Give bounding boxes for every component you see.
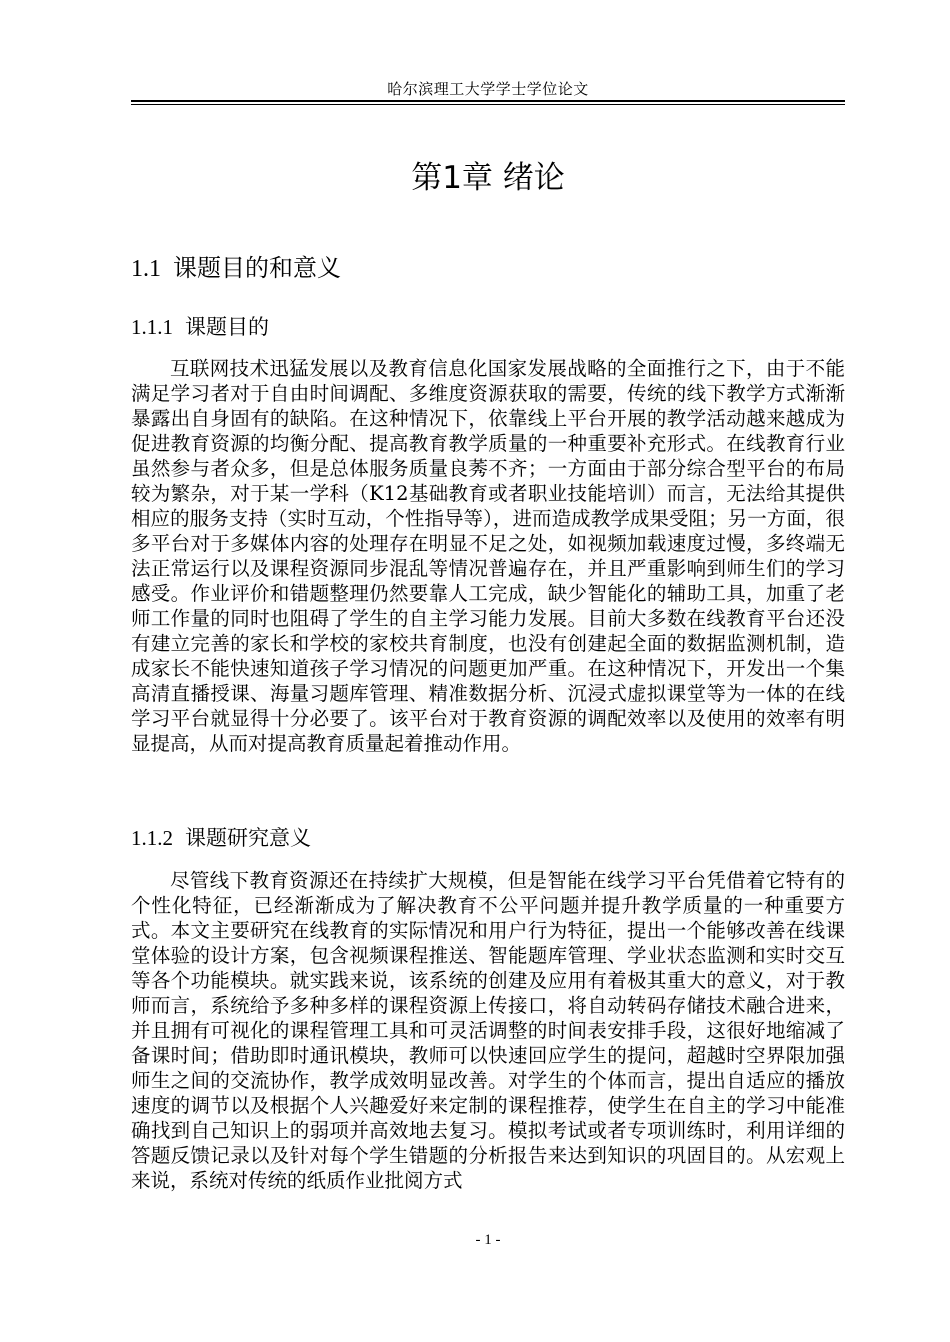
section-number: 1.1.2 <box>131 826 173 850</box>
section-title: 课题研究意义 <box>185 826 311 850</box>
section-number: 1.1.1 <box>131 315 173 339</box>
chapter-title: 第1章 绪论 <box>411 160 565 196</box>
header-rule <box>131 100 845 105</box>
body-paragraph-2: 尽管线下教育资源还在持续扩大规模，但是智能在线学习平台凭借着它特有的个性化特征，已经渐渐成为了解决教育不公平问题并提升教学质量的一种重要方式。本文主要研究在线教育的实际情况和用户行为特征，提出一个能够改善在线课堂体验的设计方案，包含视频课程推送、智能题库管理、学业状态监测和实时交互等各个功能模块。就实践来说，该系统的创建及应用有着极其重大的意义，对于教师而言，系统给予多种多样的课程资源上传接口，将自动转码存储技术融合进来，并且拥有可视化的课程管理工具和可灵活调整的时间表安排手段，这很好地缩减了备课时间；借助即时通讯模块，教师可以快速回应学生的提问，超越时空界限加强师生之间的交流协作，教学成效明显改善。对学生的个体而言，提出自适应的播放速度的调节以及根据个人兴趣爱好来定制的课程推荐，使学生在自主的学习中能准确找到自己知识上的弱项并高效地去复习。模拟考试或者专项训练时，利用详细的答题反馈记录以及针对每个学生错题的分析报告来达到知识的巩固目的。从宏观上来说，系统对传统的纸质作业批阅方式 <box>131 869 845 1192</box>
section-title: 课题目的和意义 <box>173 254 341 282</box>
section-heading-1-1 <box>131 248 341 283</box>
section-heading-1-1-2 <box>131 822 311 852</box>
running-header: 哈尔滨理工大学学士学位论文 <box>387 80 589 98</box>
section-number: 1.1 <box>131 256 161 282</box>
section-title: 课题目的 <box>185 315 269 339</box>
page-number: - 1 - <box>475 1232 501 1248</box>
section-heading-1-1-1 <box>131 311 269 341</box>
body-paragraph-1: 互联网技术迅猛发展以及教育信息化国家发展战略的全面推行之下，由于不能满足学习者对于自由时间调配、多维度资源获取的需要，传统的线下教学方式渐渐暴露出自身固有的缺陷。在这种情况下，依靠线上平台开展的教学活动越来越成为促进教育资源的均衡分配、提高教育教学质量的一种重要补充形式。在线教育行业虽然参与者众多，但是总体服务质量良莠不齐；一方面由于部分综合型平台的布局较为繁杂，对于某一学科（K12基础教育或者职业技能培训）而言，无法给其提供相应的服务支持（实时互动，个性指导等），进而造成教学成果受阻；另一方面，很多平台对于多媒体内容的处理存在明显不足之处，如视频加载速度过慢，多终端无法正常运行以及课程资源同步混乱等情况普遍存在，并且严重影响到师生们的学习感受。作业评价和错题整理仍然要靠人工完成，缺少智能化的辅助工具，加重了老师工作量的同时也阻碍了学生的自主学习能力发展。目前大多数在线教育平台还没有建立完善的家长和学校的家校共育制度，也没有创建起全面的数据监测机制，造成家长不能快速知道孩子学习情况的问题更加严重。在这种情况下，开发出一个集高清直播授课、海量习题库管理、精准数据分析、沉浸式虚拟课堂等为一体的在线学习平台就显得十分必要了。该平台对于教育资源的调配效率以及使用的效率有明显提高，从而对提高教育质量起着推动作用。 <box>131 357 845 755</box>
